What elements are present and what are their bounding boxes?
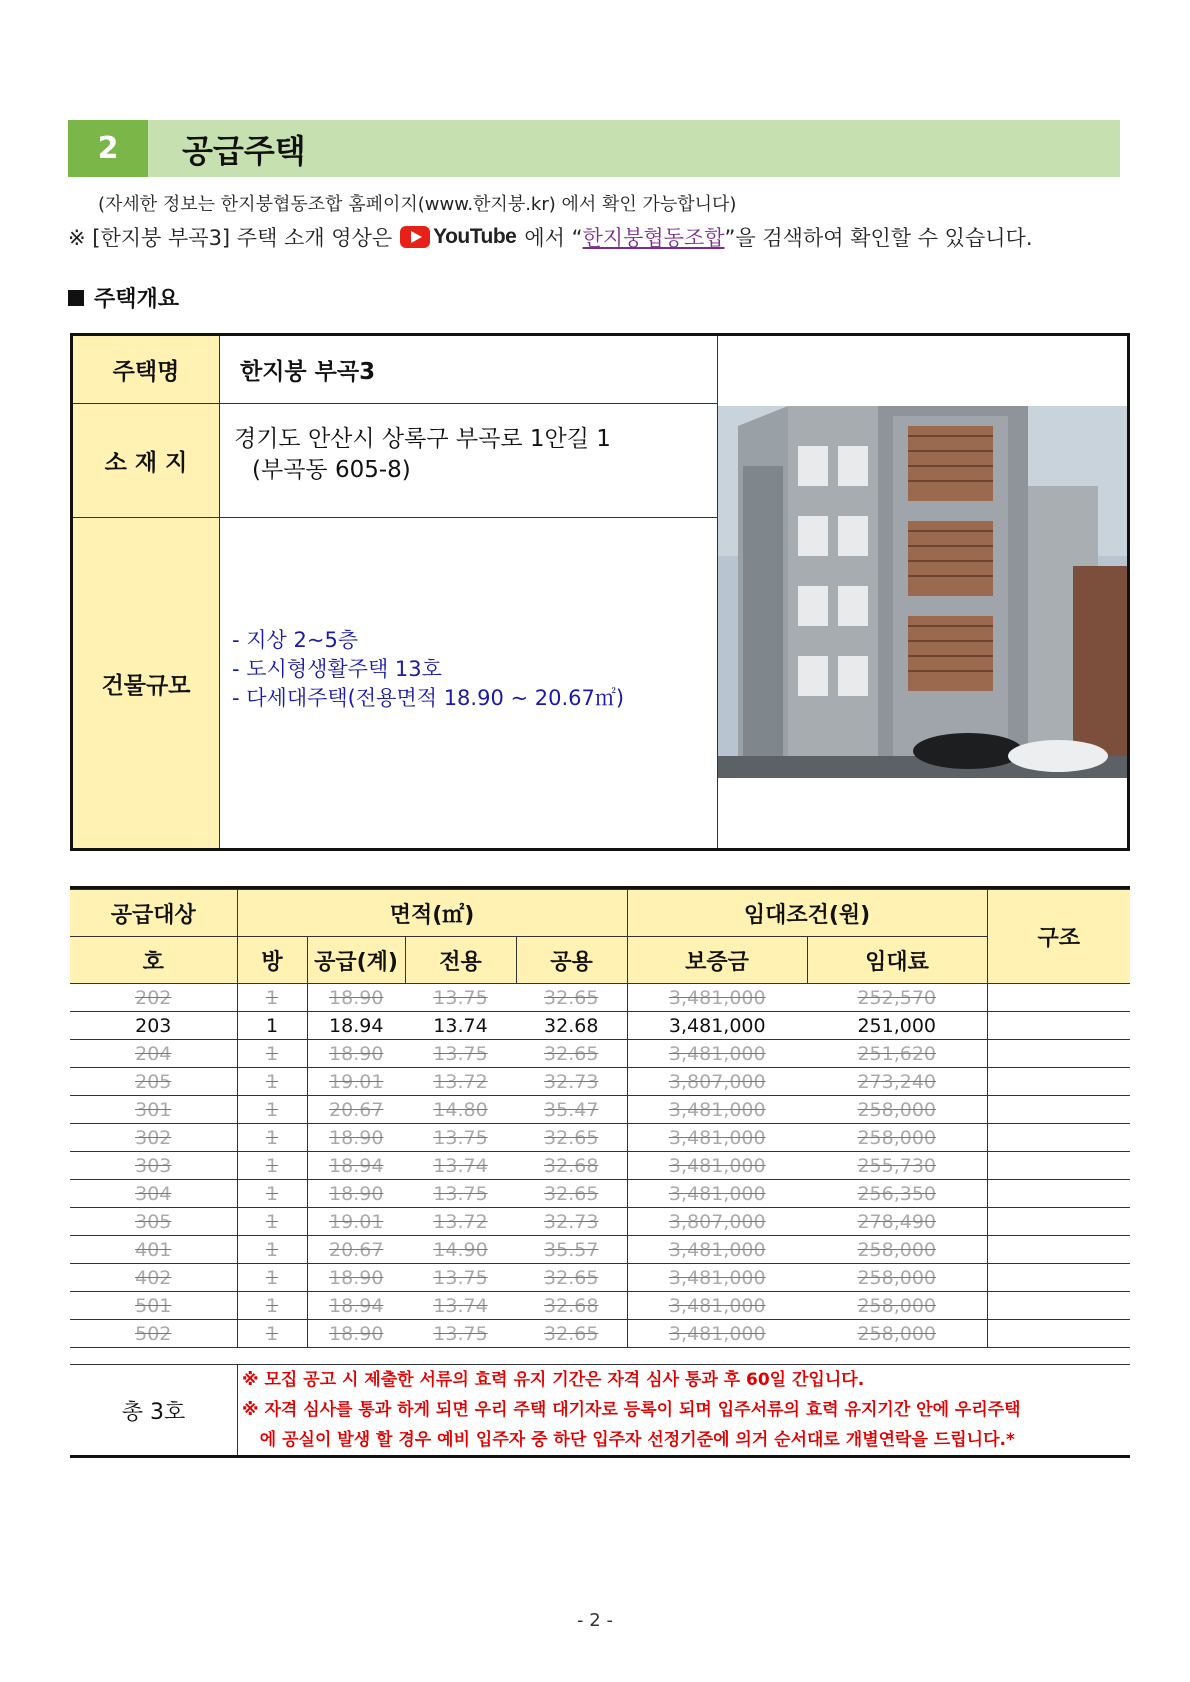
cell-exclusive: 13.72 bbox=[405, 1208, 516, 1236]
cell-deposit: 3,481,000 bbox=[627, 1264, 807, 1292]
cell-monthly: 255,730 bbox=[807, 1152, 987, 1180]
notice-line: ※ 자격 심사를 통과 하게 되면 우리 주택 대기자로 등록이 되며 입주서류의 효력 유지기간 안에 우리주택 bbox=[242, 1400, 1021, 1420]
cell-deposit: 3,807,000 bbox=[627, 1208, 807, 1236]
cell-structure bbox=[987, 1040, 1130, 1068]
cell-supply: 18.90 bbox=[307, 1180, 405, 1208]
cell-supply: 18.90 bbox=[307, 984, 405, 1012]
cell-common: 35.57 bbox=[516, 1236, 627, 1264]
cell-monthly: 273,240 bbox=[807, 1068, 987, 1096]
cell-monthly: 252,570 bbox=[807, 984, 987, 1012]
video-line-prefix: ※ [한지붕 부곡3] 주택 소개 영상은 bbox=[68, 226, 393, 250]
cell-monthly: 258,000 bbox=[807, 1264, 987, 1292]
cell-rooms: 1 bbox=[237, 1292, 307, 1320]
cell-exclusive: 13.75 bbox=[405, 984, 516, 1012]
page-number: - 2 - bbox=[577, 1610, 613, 1631]
location-value bbox=[220, 404, 718, 518]
cell-common: 35.47 bbox=[516, 1096, 627, 1124]
cell-common: 32.68 bbox=[516, 1152, 627, 1180]
table-row bbox=[70, 1012, 1130, 1040]
cell-exclusive: 13.75 bbox=[405, 1124, 516, 1152]
video-line-suffix: ”을 검색하여 확인할 수 있습니다. bbox=[724, 226, 1033, 250]
header-rent: 임대조건(원) bbox=[627, 890, 987, 937]
cell-monthly: 278,490 bbox=[807, 1208, 987, 1236]
cell-deposit: 3,481,000 bbox=[627, 1096, 807, 1124]
table-row bbox=[70, 1040, 1130, 1068]
house-name-value: 한지붕 부곡3 bbox=[220, 336, 718, 404]
cell-rooms: 1 bbox=[237, 1180, 307, 1208]
table-row bbox=[70, 1068, 1130, 1096]
table-row bbox=[70, 1292, 1130, 1320]
cell-rooms: 1 bbox=[237, 1264, 307, 1292]
cell-rooms: 1 bbox=[237, 1040, 307, 1068]
cell-exclusive: 14.90 bbox=[405, 1236, 516, 1264]
cell-monthly: 258,000 bbox=[807, 1124, 987, 1152]
header-supply: 공급(계) bbox=[307, 937, 405, 984]
cell-deposit: 3,481,000 bbox=[627, 1180, 807, 1208]
cell-unit: 202 bbox=[70, 984, 237, 1012]
cell-unit: 402 bbox=[70, 1264, 237, 1292]
cell-monthly: 258,000 bbox=[807, 1096, 987, 1124]
cell-rooms: 1 bbox=[237, 1068, 307, 1096]
cell-unit: 305 bbox=[70, 1208, 237, 1236]
header-deposit: 보증금 bbox=[627, 937, 807, 984]
cell-supply: 18.94 bbox=[307, 1292, 405, 1320]
header-exclusive: 전용 bbox=[405, 937, 516, 984]
cell-monthly: 258,000 bbox=[807, 1320, 987, 1348]
cell-exclusive: 13.75 bbox=[405, 1180, 516, 1208]
scale-item: - 다세대주택(전용면적 18.90 ~ 20.67㎡) bbox=[232, 686, 625, 710]
total-label: 총 3호 bbox=[70, 1365, 238, 1455]
location-line-2: (부곡동 605-8) bbox=[252, 457, 411, 483]
overview-table bbox=[70, 333, 1130, 851]
header-common: 공용 bbox=[516, 937, 627, 984]
cell-supply: 20.67 bbox=[307, 1096, 405, 1124]
cell-structure bbox=[987, 1152, 1130, 1180]
table-row bbox=[70, 1264, 1130, 1292]
cell-structure bbox=[987, 1124, 1130, 1152]
cell-rooms: 1 bbox=[237, 1152, 307, 1180]
cell-common: 32.68 bbox=[516, 1012, 627, 1040]
table-row bbox=[70, 1152, 1130, 1180]
cell-common: 32.73 bbox=[516, 1208, 627, 1236]
cell-unit: 302 bbox=[70, 1124, 237, 1152]
cell-structure bbox=[987, 1096, 1130, 1124]
cell-monthly: 256,350 bbox=[807, 1180, 987, 1208]
cell-unit: 205 bbox=[70, 1068, 237, 1096]
cell-exclusive: 13.75 bbox=[405, 1320, 516, 1348]
overview-heading bbox=[68, 282, 179, 313]
location-label: 소 재 지 bbox=[73, 404, 220, 518]
notice-line: ※ 모집 공고 시 제출한 서류의 효력 유지 기간은 자격 심사 통과 후 60일 간입니다. bbox=[242, 1370, 865, 1390]
cell-structure bbox=[987, 1320, 1130, 1348]
cell-exclusive: 13.74 bbox=[405, 1292, 516, 1320]
cell-structure bbox=[987, 1264, 1130, 1292]
video-line-middle: 에서 “ bbox=[524, 226, 583, 250]
cell-supply: 18.90 bbox=[307, 1040, 405, 1068]
location-line-1: 경기도 안산시 상록구 부곡로 1안길 1 bbox=[234, 426, 611, 452]
cell-deposit: 3,481,000 bbox=[627, 1292, 807, 1320]
cell-rooms: 1 bbox=[237, 1208, 307, 1236]
header-rooms: 방 bbox=[237, 937, 307, 984]
cell-monthly: 251,620 bbox=[807, 1040, 987, 1068]
youtube-logo-text: YouTube bbox=[433, 225, 517, 248]
cell-structure bbox=[987, 1236, 1130, 1264]
cell-unit: 301 bbox=[70, 1096, 237, 1124]
cell-rooms: 1 bbox=[237, 1236, 307, 1264]
cell-unit: 204 bbox=[70, 1040, 237, 1068]
cell-structure bbox=[987, 1292, 1130, 1320]
cell-supply: 18.94 bbox=[307, 1012, 405, 1040]
cell-deposit: 3,481,000 bbox=[627, 1040, 807, 1068]
cell-supply: 18.90 bbox=[307, 1124, 405, 1152]
cell-common: 32.65 bbox=[516, 1040, 627, 1068]
youtube-logo[interactable] bbox=[400, 225, 516, 249]
search-term-link[interactable]: 한지붕협동조합 bbox=[582, 226, 725, 250]
square-bullet-icon bbox=[68, 290, 84, 306]
supply-table bbox=[70, 886, 1130, 1374]
cell-rooms: 1 bbox=[237, 984, 307, 1012]
notice-list bbox=[242, 1365, 1122, 1455]
cell-rooms: 1 bbox=[237, 1012, 307, 1040]
play-icon bbox=[400, 226, 430, 248]
cell-deposit: 3,481,000 bbox=[627, 1320, 807, 1348]
table-row bbox=[70, 1208, 1130, 1236]
cell-common: 32.65 bbox=[516, 1264, 627, 1292]
section-title: 공급주택 bbox=[182, 131, 306, 170]
total-row bbox=[70, 1364, 1130, 1458]
cell-supply: 18.90 bbox=[307, 1320, 405, 1348]
cell-common: 32.65 bbox=[516, 1124, 627, 1152]
video-line bbox=[68, 222, 1033, 252]
cell-unit: 501 bbox=[70, 1292, 237, 1320]
cell-deposit: 3,481,000 bbox=[627, 1012, 807, 1040]
building-photo bbox=[718, 336, 1127, 848]
cell-structure bbox=[987, 984, 1130, 1012]
table-row bbox=[70, 1096, 1130, 1124]
cell-unit: 502 bbox=[70, 1320, 237, 1348]
table-row bbox=[70, 1180, 1130, 1208]
cell-structure bbox=[987, 1180, 1130, 1208]
cell-monthly: 258,000 bbox=[807, 1292, 987, 1320]
cell-structure bbox=[987, 1012, 1130, 1040]
house-name-label: 주택명 bbox=[73, 336, 220, 404]
cell-rooms: 1 bbox=[237, 1320, 307, 1348]
cell-deposit: 3,481,000 bbox=[627, 1236, 807, 1264]
building-scale-label: 건물규모 bbox=[73, 518, 220, 848]
cell-unit: 304 bbox=[70, 1180, 237, 1208]
cell-structure bbox=[987, 1068, 1130, 1096]
scale-item: - 도시형생활주택 13호 bbox=[232, 657, 442, 681]
cell-supply: 19.01 bbox=[307, 1208, 405, 1236]
cell-exclusive: 14.80 bbox=[405, 1096, 516, 1124]
cell-common: 32.65 bbox=[516, 1320, 627, 1348]
cell-monthly: 251,000 bbox=[807, 1012, 987, 1040]
cell-structure bbox=[987, 1208, 1130, 1236]
scale-item: - 지상 2~5층 bbox=[232, 628, 359, 652]
cell-rooms: 1 bbox=[237, 1096, 307, 1124]
cell-monthly: 258,000 bbox=[807, 1236, 987, 1264]
building-scale-value bbox=[220, 518, 718, 848]
header-monthly: 임대료 bbox=[807, 937, 987, 984]
cell-exclusive: 13.72 bbox=[405, 1068, 516, 1096]
table-row bbox=[70, 984, 1130, 1012]
cell-supply: 20.67 bbox=[307, 1236, 405, 1264]
header-target: 공급대상 bbox=[70, 890, 237, 937]
cell-rooms: 1 bbox=[237, 1124, 307, 1152]
cell-unit: 303 bbox=[70, 1152, 237, 1180]
section-number: 2 bbox=[68, 120, 148, 177]
cell-common: 32.68 bbox=[516, 1292, 627, 1320]
header-structure: 구조 bbox=[987, 890, 1130, 984]
cell-supply: 19.01 bbox=[307, 1068, 405, 1096]
cell-exclusive: 13.74 bbox=[405, 1152, 516, 1180]
cell-deposit: 3,481,000 bbox=[627, 1152, 807, 1180]
cell-exclusive: 13.75 bbox=[405, 1264, 516, 1292]
header-area: 면적(㎡) bbox=[237, 890, 627, 937]
notice-line: 에 공실이 발생 할 경우 예비 입주자 중 하단 입주자 선정기준에 의거 순서대로 개별연락을 드립니다.* bbox=[242, 1430, 1015, 1450]
cell-common: 32.65 bbox=[516, 984, 627, 1012]
cell-supply: 18.90 bbox=[307, 1264, 405, 1292]
cell-deposit: 3,481,000 bbox=[627, 1124, 807, 1152]
cell-unit: 203 bbox=[70, 1012, 237, 1040]
cell-deposit: 3,807,000 bbox=[627, 1068, 807, 1096]
cell-exclusive: 13.75 bbox=[405, 1040, 516, 1068]
header-unit: 호 bbox=[70, 937, 237, 984]
overview-heading-text: 주택개요 bbox=[94, 287, 180, 312]
cell-unit: 401 bbox=[70, 1236, 237, 1264]
table-row bbox=[70, 1236, 1130, 1264]
table-row bbox=[70, 1124, 1130, 1152]
cell-exclusive: 13.74 bbox=[405, 1012, 516, 1040]
cell-supply: 18.94 bbox=[307, 1152, 405, 1180]
cell-deposit: 3,481,000 bbox=[627, 984, 807, 1012]
table-row bbox=[70, 1320, 1130, 1348]
cell-common: 32.73 bbox=[516, 1068, 627, 1096]
cell-common: 32.65 bbox=[516, 1180, 627, 1208]
info-line: (자세한 정보는 한지붕협동조합 홈페이지(www.한지붕.kr) 에서 확인 가능합니다) bbox=[98, 194, 737, 215]
